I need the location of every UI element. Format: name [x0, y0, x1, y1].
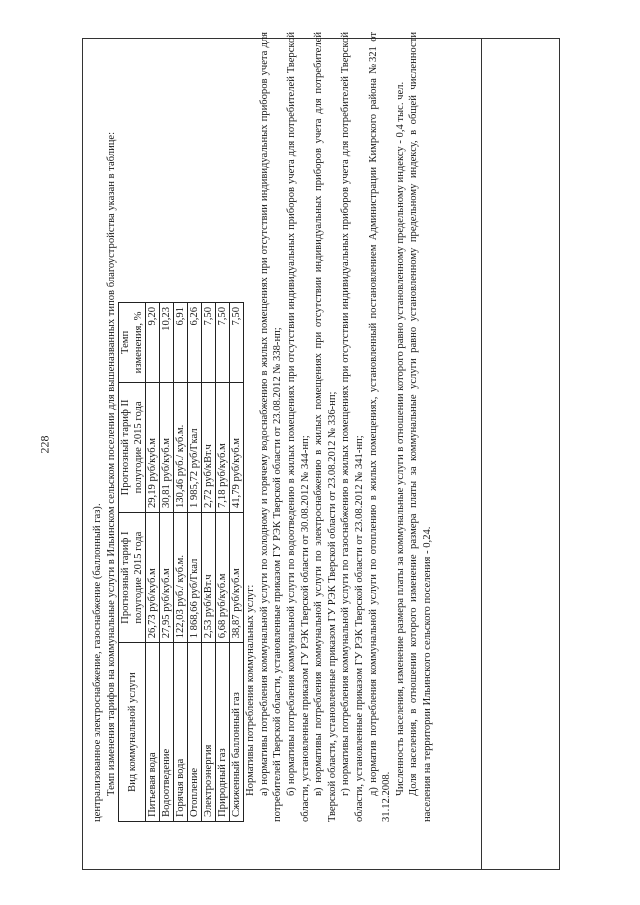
- cell-tariff-h2: 30,81 руб/куб.м: [160, 382, 174, 512]
- cell-rate: 6,26: [188, 303, 202, 383]
- header-tariff-h1: Прогнозный тариф I полугодие 2015 года: [119, 513, 146, 643]
- cell-rate: 7,50: [230, 303, 244, 383]
- rotated-content: [91, 32, 561, 822]
- cell-tariff-h1: 27,95 руб/куб.м: [160, 513, 174, 643]
- intro-line: централизованное электроснабжение, газоснабжение (баллонный газ).: [92, 503, 103, 822]
- cell-service: Питьевая вода: [146, 643, 160, 822]
- cell-tariff-h1: 38,87 руб/куб.м: [230, 513, 244, 643]
- norm-paragraph-a: а) нормативы потребления коммунальной услуги по холодному и горячему водоснабжению в жилых помещениях при отсутствии индивидуальных приборов учета для потребителей Тверской области, установленные приказом ГУ РЭК Тверской области от 23.08.2012 № 338-нп;: [258, 32, 284, 822]
- cell-tariff-h1: 122,03 руб./ куб.м.: [174, 513, 188, 643]
- cell-rate: 7,50: [216, 303, 230, 383]
- norm-paragraph-v: в) нормативы потребления коммунальной услуги по электроснабжению в жилых помещениях при отсутствии индивидуальных приборов учета для потребителей Тверской области, установленные приказом ГУ РЭК Тверской области от 23.08.2012 № 336-нп;: [313, 32, 338, 822]
- table-row: [188, 303, 202, 822]
- cell-tariff-h2: 130,46 руб./ куб.м.: [174, 382, 188, 512]
- cell-service: Сжиженный баллонный газ: [230, 643, 244, 822]
- cell-tariff-h2: 41,79 руб/куб.м: [230, 382, 244, 512]
- cell-service: Отопление: [188, 643, 202, 822]
- cell-service: Горячая вода: [174, 643, 188, 822]
- cell-service: Водоотведение: [160, 643, 174, 822]
- header-rate: Темп изменения, %: [119, 303, 146, 383]
- header-service: Вид коммунальной услуги: [119, 643, 146, 822]
- cell-rate: 10,23: [160, 303, 174, 383]
- table-header-row: [119, 303, 146, 822]
- table-row: [160, 303, 174, 822]
- page-number: 228: [37, 435, 52, 454]
- cell-tariff-h2: 7,18 руб/куб.м: [216, 382, 230, 512]
- table-row: [146, 303, 160, 822]
- table-row: [216, 303, 230, 822]
- cell-rate: 7,50: [202, 303, 216, 383]
- norm-paragraph-b: б) нормативы потребления коммунальной услуги по водоотведению в жилых помещениях при отсутствии индивидуальных приборов учета для потребителей Тверской области, установленные приказом ГУ РЭК Тверской области от 30.08.2012 № 344-нп;: [285, 32, 311, 822]
- norms-heading: Нормативы потребления коммунальных услуг:: [245, 584, 257, 796]
- norm-paragraph-g: г) нормативы потребления коммунальной услуги по газоснабжению в жилых помещениях при отсутствии индивидуальных приборов учета для потребителей Тверской области, установленные приказом ГУ РЭК Тверской области от 23.08.2012 № 341-нп;: [340, 32, 365, 822]
- cell-rate: 9,20: [146, 303, 160, 383]
- cell-tariff-h2: 1 985,72 руб/Гкал: [188, 382, 202, 512]
- population-share-paragraph: Доля населения, в отношении которого изменение размера платы за коммунальные услуги равно установленному предельному индексу, в общей численности населения на территории Ильинского сельского поселения - 0,24.: [408, 32, 433, 822]
- cell-tariff-h2: 2,72 руб/кВт.ч: [202, 382, 216, 512]
- cell-tariff-h1: 2,53 руб/кВт.ч: [202, 513, 216, 643]
- tariff-intro: Темп изменения тарифов на коммунальные услуги в Ильинском сельском поселении для вышеназванных типов благоустройства указан в таблице:: [105, 131, 117, 796]
- norm-paragraph-d: д) норматив потребления коммунальной услуги по отоплению в жилых помещениях, установленный постановлением Администрации Кимрского района №321 от 31.12.2008.: [367, 32, 393, 822]
- cell-service: Электроэнергия: [202, 643, 216, 822]
- cell-tariff-h1: 1 868,66 руб/Гкал: [188, 513, 202, 643]
- table-row: [230, 303, 244, 822]
- tariff-table: [118, 302, 244, 822]
- cell-tariff-h1: 6,68 руб/куб.м: [216, 513, 230, 643]
- cell-tariff-h1: 26,73 руб/куб.м: [146, 513, 160, 643]
- table-row: [174, 303, 188, 822]
- cell-service: Природный газ: [216, 643, 230, 822]
- header-tariff-h2: Прогнозный тариф II полугодие 2015 года: [119, 382, 146, 512]
- table-row: [202, 303, 216, 822]
- cell-tariff-h2: 29,19 руб/куб.м: [146, 382, 160, 512]
- cell-rate: 6,91: [174, 303, 188, 383]
- population-paragraph: Численность населения, изменение размера платы за коммунальные услуги в отношении которого равно установленному предельному индексу - 0,4 тыс. чел.: [394, 81, 406, 796]
